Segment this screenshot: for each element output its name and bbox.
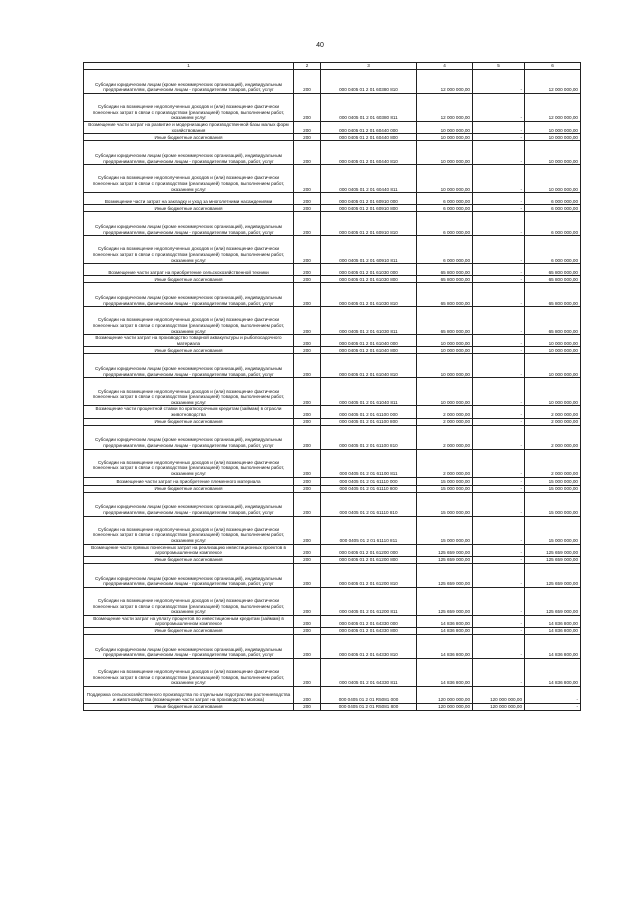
amount-federal: -	[473, 378, 525, 406]
table-row	[84, 477, 581, 485]
table-row	[84, 556, 581, 563]
amount-total: 125 659 000,00	[417, 563, 473, 587]
budget-classification-code: 000 0405 01 2 01 61030 811	[321, 307, 417, 335]
budget-classification-code: 000 0405 01 2 01 61040 810	[321, 354, 417, 378]
item-description: Субсидии юридическим лицам (кроме некоммерческих организаций), индивидуальным предпринимателям, физическим лицам - производителям товаров, работ, услуг	[84, 354, 294, 378]
amount-regional: 15 000 000,00	[525, 516, 581, 544]
budget-classification-code: 000 0405 01 2 01 61040 000	[321, 335, 417, 347]
admin-code: 200	[294, 347, 321, 354]
item-description: Субсидии на возмещение недополученных доходов и (или) возмещение фактически понесенных затрат в связи с производством (реализацией) товаров, выполнением работ, оказанием услуг	[84, 307, 294, 335]
amount-federal: -	[473, 563, 525, 587]
admin-code: 200	[294, 658, 321, 686]
amount-federal: -	[473, 485, 525, 492]
budget-classification-code: 000 0405 01 2 01 60910 800	[321, 205, 417, 212]
item-description: Субсидии на возмещение недополученных доходов и (или) возмещение фактически понесенных затрат в связи с производством (реализацией) товаров, выполнением работ, оказанием услуг	[84, 587, 294, 615]
amount-federal: -	[473, 354, 525, 378]
budget-classification-code: 000 0405 01 2 01 61030 800	[321, 276, 417, 283]
amount-federal: -	[473, 477, 525, 485]
amount-total: 6 000 000,00	[417, 236, 473, 264]
amount-regional: 14 836 800,00	[525, 627, 581, 634]
budget-classification-code: 000 0405 01 2 01 61030 000	[321, 264, 417, 276]
item-description: Субсидии юридическим лицам (кроме некоммерческих организаций), индивидуальным предпринимателям, физическим лицам - производителям товаров, работ, услуг	[84, 283, 294, 307]
table-row	[84, 686, 581, 703]
item-description: Субсидии на возмещение недополученных доходов и (или) возмещение фактически понесенных затрат в связи с производством (реализацией) товаров, выполнением работ, оказанием услуг	[84, 449, 294, 477]
item-description: Иные бюджетные ассигнования	[84, 205, 294, 212]
amount-federal: -	[473, 418, 525, 425]
amount-regional: 10 000 000,00	[525, 165, 581, 193]
amount-regional: 14 836 800,00	[525, 658, 581, 686]
amount-federal: -	[473, 134, 525, 141]
amount-federal: -	[473, 615, 525, 627]
amount-regional: 65 800 000,00	[525, 276, 581, 283]
admin-code: 200	[294, 212, 321, 236]
table-row	[84, 264, 581, 276]
budget-classification-code: 000 0405 01 2 01 61200 810	[321, 563, 417, 587]
amount-federal: -	[473, 587, 525, 615]
amount-federal: -	[473, 141, 525, 165]
item-description: Субсидии юридическим лицам (кроме некоммерческих организаций), индивидуальным предпринимателям, физическим лицам - производителям товаров, работ, услуг	[84, 212, 294, 236]
budget-classification-code: 000 0405 01 2 01 61200 811	[321, 587, 417, 615]
budget-classification-code: 000 0405 01 2 01 61030 810	[321, 283, 417, 307]
table-row	[84, 122, 581, 134]
admin-code: 200	[294, 587, 321, 615]
budget-classification-code: 000 0405 01 2 01 61110 800	[321, 485, 417, 492]
amount-federal: -	[473, 544, 525, 556]
table-header-row	[84, 63, 581, 70]
amount-total: 14 836 800,00	[417, 615, 473, 627]
amount-federal: -	[473, 658, 525, 686]
item-description: Иные бюджетные ассигнования	[84, 703, 294, 710]
item-description: Иные бюджетные ассигнования	[84, 485, 294, 492]
table-row	[84, 354, 581, 378]
item-description: Субсидии на возмещение недополученных доходов и (или) возмещение фактически понесенных затрат в связи с производством (реализацией) товаров, выполнением работ, оказанием услуг	[84, 94, 294, 122]
admin-code: 200	[294, 236, 321, 264]
admin-code: 200	[294, 634, 321, 658]
admin-code: 200	[294, 627, 321, 634]
amount-federal: -	[473, 634, 525, 658]
amount-federal: -	[473, 492, 525, 516]
amount-federal: 120 000 000,00	[473, 703, 525, 710]
table-row	[84, 193, 581, 205]
table-row	[84, 516, 581, 544]
item-description: Возмещение части прямых понесенных затрат на реализацию инвестиционных проектов в агропромышленном комплексе	[84, 544, 294, 556]
amount-regional: 65 800 000,00	[525, 307, 581, 335]
item-description: Субсидии юридическим лицам (кроме некоммерческих организаций), индивидуальным предпринимателям, физическим лицам - производителям товаров, работ, услуг	[84, 425, 294, 449]
table-row	[84, 212, 581, 236]
admin-code: 200	[294, 122, 321, 134]
amount-regional: 2 000 000,00	[525, 425, 581, 449]
admin-code: 200	[294, 418, 321, 425]
amount-total: 6 000 000,00	[417, 205, 473, 212]
amount-regional: 6 000 000,00	[525, 205, 581, 212]
table-row	[84, 307, 581, 335]
amount-total: 6 000 000,00	[417, 193, 473, 205]
amount-regional: 2 000 000,00	[525, 449, 581, 477]
amount-regional: 2 000 000,00	[525, 406, 581, 418]
amount-regional: 10 000 000,00	[525, 347, 581, 354]
item-description: Субсидии юридическим лицам (кроме некоммерческих организаций), индивидуальным предпринимателям, физическим лицам - производителям товаров, работ, услуг	[84, 634, 294, 658]
table-row	[84, 587, 581, 615]
admin-code: 200	[294, 485, 321, 492]
column-header: 5	[473, 63, 525, 70]
budget-classification-code: 000 0405 01 2 01 60440 810	[321, 141, 417, 165]
amount-total: 120 000 000,00	[417, 703, 473, 710]
budget-classification-code: 000 0405 01 2 01 61200 800	[321, 556, 417, 563]
amount-total: 10 000 000,00	[417, 335, 473, 347]
amount-federal: -	[473, 283, 525, 307]
table-row	[84, 94, 581, 122]
amount-federal: -	[473, 236, 525, 264]
table-row	[84, 236, 581, 264]
amount-total: 15 000 000,00	[417, 516, 473, 544]
amount-regional: 125 659 000,00	[525, 544, 581, 556]
item-description: Субсидии на возмещение недополученных доходов и (или) возмещение фактически понесенных затрат в связи с производством (реализацией) товаров, выполнением работ, оказанием услуг	[84, 378, 294, 406]
amount-total: 10 000 000,00	[417, 165, 473, 193]
item-description: Субсидии юридическим лицам (кроме некоммерческих организаций), индивидуальным предпринимателям, физическим лицам - производителям товаров, работ, услуг	[84, 563, 294, 587]
amount-federal: -	[473, 70, 525, 94]
amount-total: 65 800 000,00	[417, 283, 473, 307]
table-row	[84, 418, 581, 425]
amount-federal: -	[473, 307, 525, 335]
amount-total: 10 000 000,00	[417, 354, 473, 378]
amount-federal: -	[473, 425, 525, 449]
column-header: 6	[525, 63, 581, 70]
admin-code: 200	[294, 141, 321, 165]
amount-federal: -	[473, 193, 525, 205]
item-description: Возмещение части затрат на производство товарной аквакультуры и рыбопосадочного материала	[84, 335, 294, 347]
item-description: Субсидии юридическим лицам (кроме некоммерческих организаций), индивидуальным предпринимателям, физическим лицам - производителям товаров, работ, услуг	[84, 492, 294, 516]
table-row	[84, 615, 581, 627]
amount-federal: -	[473, 406, 525, 418]
table-row	[84, 205, 581, 212]
item-description: Субсидии юридическим лицам (кроме некоммерческих организаций), индивидуальным предпринимателям, физическим лицам - производителям товаров, работ, услуг	[84, 141, 294, 165]
item-description: Возмещение части затрат на приобретение племенного материала	[84, 477, 294, 485]
amount-regional: 65 800 000,00	[525, 264, 581, 276]
admin-code: 200	[294, 544, 321, 556]
column-header: 4	[417, 63, 473, 70]
item-description: Иные бюджетные ассигнования	[84, 556, 294, 563]
amount-regional: 15 000 000,00	[525, 492, 581, 516]
budget-classification-code: 000 0405 01 2 01 61200 000	[321, 544, 417, 556]
table-row	[84, 449, 581, 477]
amount-regional: 10 000 000,00	[525, 335, 581, 347]
table-row	[84, 165, 581, 193]
budget-classification-code: 000 0405 01 2 01 61100 000	[321, 406, 417, 418]
item-description: Субсидии на возмещение недополученных доходов и (или) возмещение фактически понесенных затрат в связи с производством (реализацией) товаров, выполнением работ, оказанием услуг	[84, 658, 294, 686]
table-row	[84, 658, 581, 686]
amount-regional: 15 000 000,00	[525, 477, 581, 485]
column-header: 1	[84, 63, 294, 70]
budget-classification-code: 000 0405 01 2 01 60910 810	[321, 212, 417, 236]
budget-classification-code: 000 0405 01 2 01 61110 000	[321, 477, 417, 485]
budget-classification-code: 000 0405 01 2 01 60380 811	[321, 94, 417, 122]
admin-code: 200	[294, 449, 321, 477]
amount-total: 2 000 000,00	[417, 449, 473, 477]
admin-code: 200	[294, 378, 321, 406]
table-row	[84, 634, 581, 658]
amount-regional: 6 000 000,00	[525, 236, 581, 264]
item-description: Иные бюджетные ассигнования	[84, 276, 294, 283]
amount-federal: -	[473, 212, 525, 236]
budget-classification-code: 000 0405 01 2 01 60910 811	[321, 236, 417, 264]
amount-total: 2 000 000,00	[417, 406, 473, 418]
budget-classification-code: 000 0405 01 2 01 61100 811	[321, 449, 417, 477]
admin-code: 200	[294, 516, 321, 544]
amount-total: 14 836 800,00	[417, 627, 473, 634]
amount-federal: -	[473, 264, 525, 276]
amount-federal: -	[473, 627, 525, 634]
amount-total: 125 659 000,00	[417, 544, 473, 556]
admin-code: 200	[294, 703, 321, 710]
admin-code: 200	[294, 615, 321, 627]
item-description: Субсидии юридическим лицам (кроме некоммерческих организаций), индивидуальным предпринимателям, физическим лицам - производителям товаров, работ, услуг	[84, 70, 294, 94]
item-description: Иные бюджетные ассигнования	[84, 347, 294, 354]
item-description: Субсидии на возмещение недополученных доходов и (или) возмещение фактически понесенных затрат в связи с производством (реализацией) товаров, выполнением работ, оказанием услуг	[84, 165, 294, 193]
column-header: 2	[294, 63, 321, 70]
column-header: 3	[321, 63, 417, 70]
admin-code: 200	[294, 556, 321, 563]
item-description: Субсидии на возмещение недополученных доходов и (или) возмещение фактически понесенных затрат в связи с производством (реализацией) товаров, выполнением работ, оказанием услуг	[84, 236, 294, 264]
admin-code: 200	[294, 276, 321, 283]
budget-classification-code: 000 0405 01 2 01 61110 811	[321, 516, 417, 544]
amount-regional: 6 000 000,00	[525, 193, 581, 205]
amount-total: 6 000 000,00	[417, 212, 473, 236]
amount-federal: 120 000 000,00	[473, 686, 525, 703]
amount-regional: 10 000 000,00	[525, 134, 581, 141]
item-description: Иные бюджетные ассигнования	[84, 418, 294, 425]
item-description: Возмещение части затрат на уплату процентов по инвестиционным кредитам (займам) в агропромышленном комплексе	[84, 615, 294, 627]
amount-federal: -	[473, 165, 525, 193]
amount-regional: 15 000 000,00	[525, 485, 581, 492]
table-row	[84, 283, 581, 307]
item-description: Возмещение части затрат на приобретение сельскохозяйственной техники	[84, 264, 294, 276]
budget-classification-code: 000 0405 01 2 01 64330 811	[321, 658, 417, 686]
admin-code: 200	[294, 335, 321, 347]
table-row	[84, 485, 581, 492]
amount-total: 15 000 000,00	[417, 492, 473, 516]
amount-regional: 65 800 000,00	[525, 283, 581, 307]
admin-code: 200	[294, 406, 321, 418]
amount-federal: -	[473, 347, 525, 354]
admin-code: 200	[294, 165, 321, 193]
amount-total: 2 000 000,00	[417, 425, 473, 449]
budget-classification-code: 000 0405 01 2 01 64330 810	[321, 634, 417, 658]
amount-regional: 2 000 000,00	[525, 418, 581, 425]
amount-total: 10 000 000,00	[417, 141, 473, 165]
budget-classification-code: 000 0405 01 2 01 60380 810	[321, 70, 417, 94]
table-row	[84, 335, 581, 347]
budget-table	[83, 62, 581, 711]
table-row	[84, 563, 581, 587]
amount-total: 14 836 800,00	[417, 634, 473, 658]
amount-regional: 6 000 000,00	[525, 212, 581, 236]
amount-total: 10 000 000,00	[417, 378, 473, 406]
admin-code: 200	[294, 264, 321, 276]
table-row	[84, 134, 581, 141]
admin-code: 200	[294, 307, 321, 335]
admin-code: 200	[294, 492, 321, 516]
amount-total: 15 000 000,00	[417, 485, 473, 492]
budget-classification-code: 000 0405 01 2 01 61100 810	[321, 425, 417, 449]
table-row	[84, 703, 581, 710]
amount-regional: 10 000 000,00	[525, 122, 581, 134]
amount-regional: 12 000 000,00	[525, 70, 581, 94]
admin-code: 200	[294, 134, 321, 141]
amount-federal: -	[473, 276, 525, 283]
admin-code: 200	[294, 205, 321, 212]
budget-classification-code: 000 0405 01 2 01 60440 000	[321, 122, 417, 134]
item-description: Возмещение части затрат на развитие и модернизацию производственной базы малых форм хозяйствования	[84, 122, 294, 134]
amount-total: 125 659 000,00	[417, 587, 473, 615]
admin-code: 200	[294, 283, 321, 307]
amount-total: 15 000 000,00	[417, 477, 473, 485]
amount-federal: -	[473, 556, 525, 563]
budget-classification-code: 000 0405 01 2 01 61110 810	[321, 492, 417, 516]
amount-total: 14 836 800,00	[417, 658, 473, 686]
amount-total: 65 800 000,00	[417, 276, 473, 283]
budget-classification-code: 000 0405 01 2 01 64330 800	[321, 627, 417, 634]
budget-classification-code: 000 0405 01 2 01 60910 000	[321, 193, 417, 205]
amount-total: 12 000 000,00	[417, 94, 473, 122]
table-row	[84, 70, 581, 94]
amount-federal: -	[473, 516, 525, 544]
amount-regional: 10 000 000,00	[525, 354, 581, 378]
admin-code: 200	[294, 193, 321, 205]
amount-regional: -	[525, 686, 581, 703]
amount-total: 65 800 000,00	[417, 307, 473, 335]
amount-total: 2 000 000,00	[417, 418, 473, 425]
budget-classification-code: 000 0405 01 2 01 64330 000	[321, 615, 417, 627]
amount-regional: 125 659 000,00	[525, 556, 581, 563]
budget-classification-code: 000 0405 01 2 01 61100 800	[321, 418, 417, 425]
table-row	[84, 627, 581, 634]
amount-total: 125 659 000,00	[417, 556, 473, 563]
amount-total: 12 000 000,00	[417, 70, 473, 94]
item-description: Возмещение части затрат на закладку и уход за многолетними насаждениями	[84, 193, 294, 205]
amount-total: 10 000 000,00	[417, 122, 473, 134]
table-row	[84, 425, 581, 449]
amount-federal: -	[473, 449, 525, 477]
page-number: 40	[316, 42, 324, 49]
admin-code: 200	[294, 686, 321, 703]
amount-regional: 10 000 000,00	[525, 141, 581, 165]
amount-regional: 125 659 000,00	[525, 563, 581, 587]
item-description: Поддержка сельскохозяйственного производства по отдельным подотраслям растениеводства и животноводства (возмещение части затрат на производство молока)	[84, 686, 294, 703]
amount-regional: 125 659 000,00	[525, 587, 581, 615]
table-row	[84, 492, 581, 516]
table-row	[84, 141, 581, 165]
admin-code: 200	[294, 354, 321, 378]
budget-classification-code: 000 0405 01 2 01 61040 811	[321, 378, 417, 406]
amount-total: 65 800 000,00	[417, 264, 473, 276]
budget-classification-code: 000 0405 01 2 01 60440 811	[321, 165, 417, 193]
admin-code: 200	[294, 563, 321, 587]
amount-regional: 14 836 800,00	[525, 615, 581, 627]
table-row	[84, 544, 581, 556]
amount-total: 120 000 000,00	[417, 686, 473, 703]
amount-federal: -	[473, 205, 525, 212]
item-description: Субсидии на возмещение недополученных доходов и (или) возмещение фактически понесенных затрат в связи с производством (реализацией) товаров, выполнением работ, оказанием услуг	[84, 516, 294, 544]
amount-regional: 14 836 800,00	[525, 634, 581, 658]
item-description: Возмещение части процентной ставки по краткосрочным кредитам (займам) в отрасли животноводства	[84, 406, 294, 418]
table-row	[84, 378, 581, 406]
amount-regional: 10 000 000,00	[525, 378, 581, 406]
budget-classification-code: 000 0405 01 2 01 R5081 000	[321, 686, 417, 703]
amount-regional: -	[525, 703, 581, 710]
admin-code: 200	[294, 477, 321, 485]
item-description: Иные бюджетные ассигнования	[84, 627, 294, 634]
table-row	[84, 276, 581, 283]
admin-code: 200	[294, 425, 321, 449]
admin-code: 200	[294, 70, 321, 94]
admin-code: 200	[294, 94, 321, 122]
amount-total: 10 000 000,00	[417, 134, 473, 141]
amount-regional: 12 000 000,00	[525, 94, 581, 122]
amount-federal: -	[473, 94, 525, 122]
amount-federal: -	[473, 122, 525, 134]
item-description: Иные бюджетные ассигнования	[84, 134, 294, 141]
table-row	[84, 347, 581, 354]
budget-classification-code: 000 0405 01 2 01 61040 800	[321, 347, 417, 354]
amount-total: 10 000 000,00	[417, 347, 473, 354]
budget-classification-code: 000 0405 01 2 01 60440 800	[321, 134, 417, 141]
budget-classification-code: 000 0405 01 2 01 R5081 800	[321, 703, 417, 710]
table-row	[84, 406, 581, 418]
amount-federal: -	[473, 335, 525, 347]
